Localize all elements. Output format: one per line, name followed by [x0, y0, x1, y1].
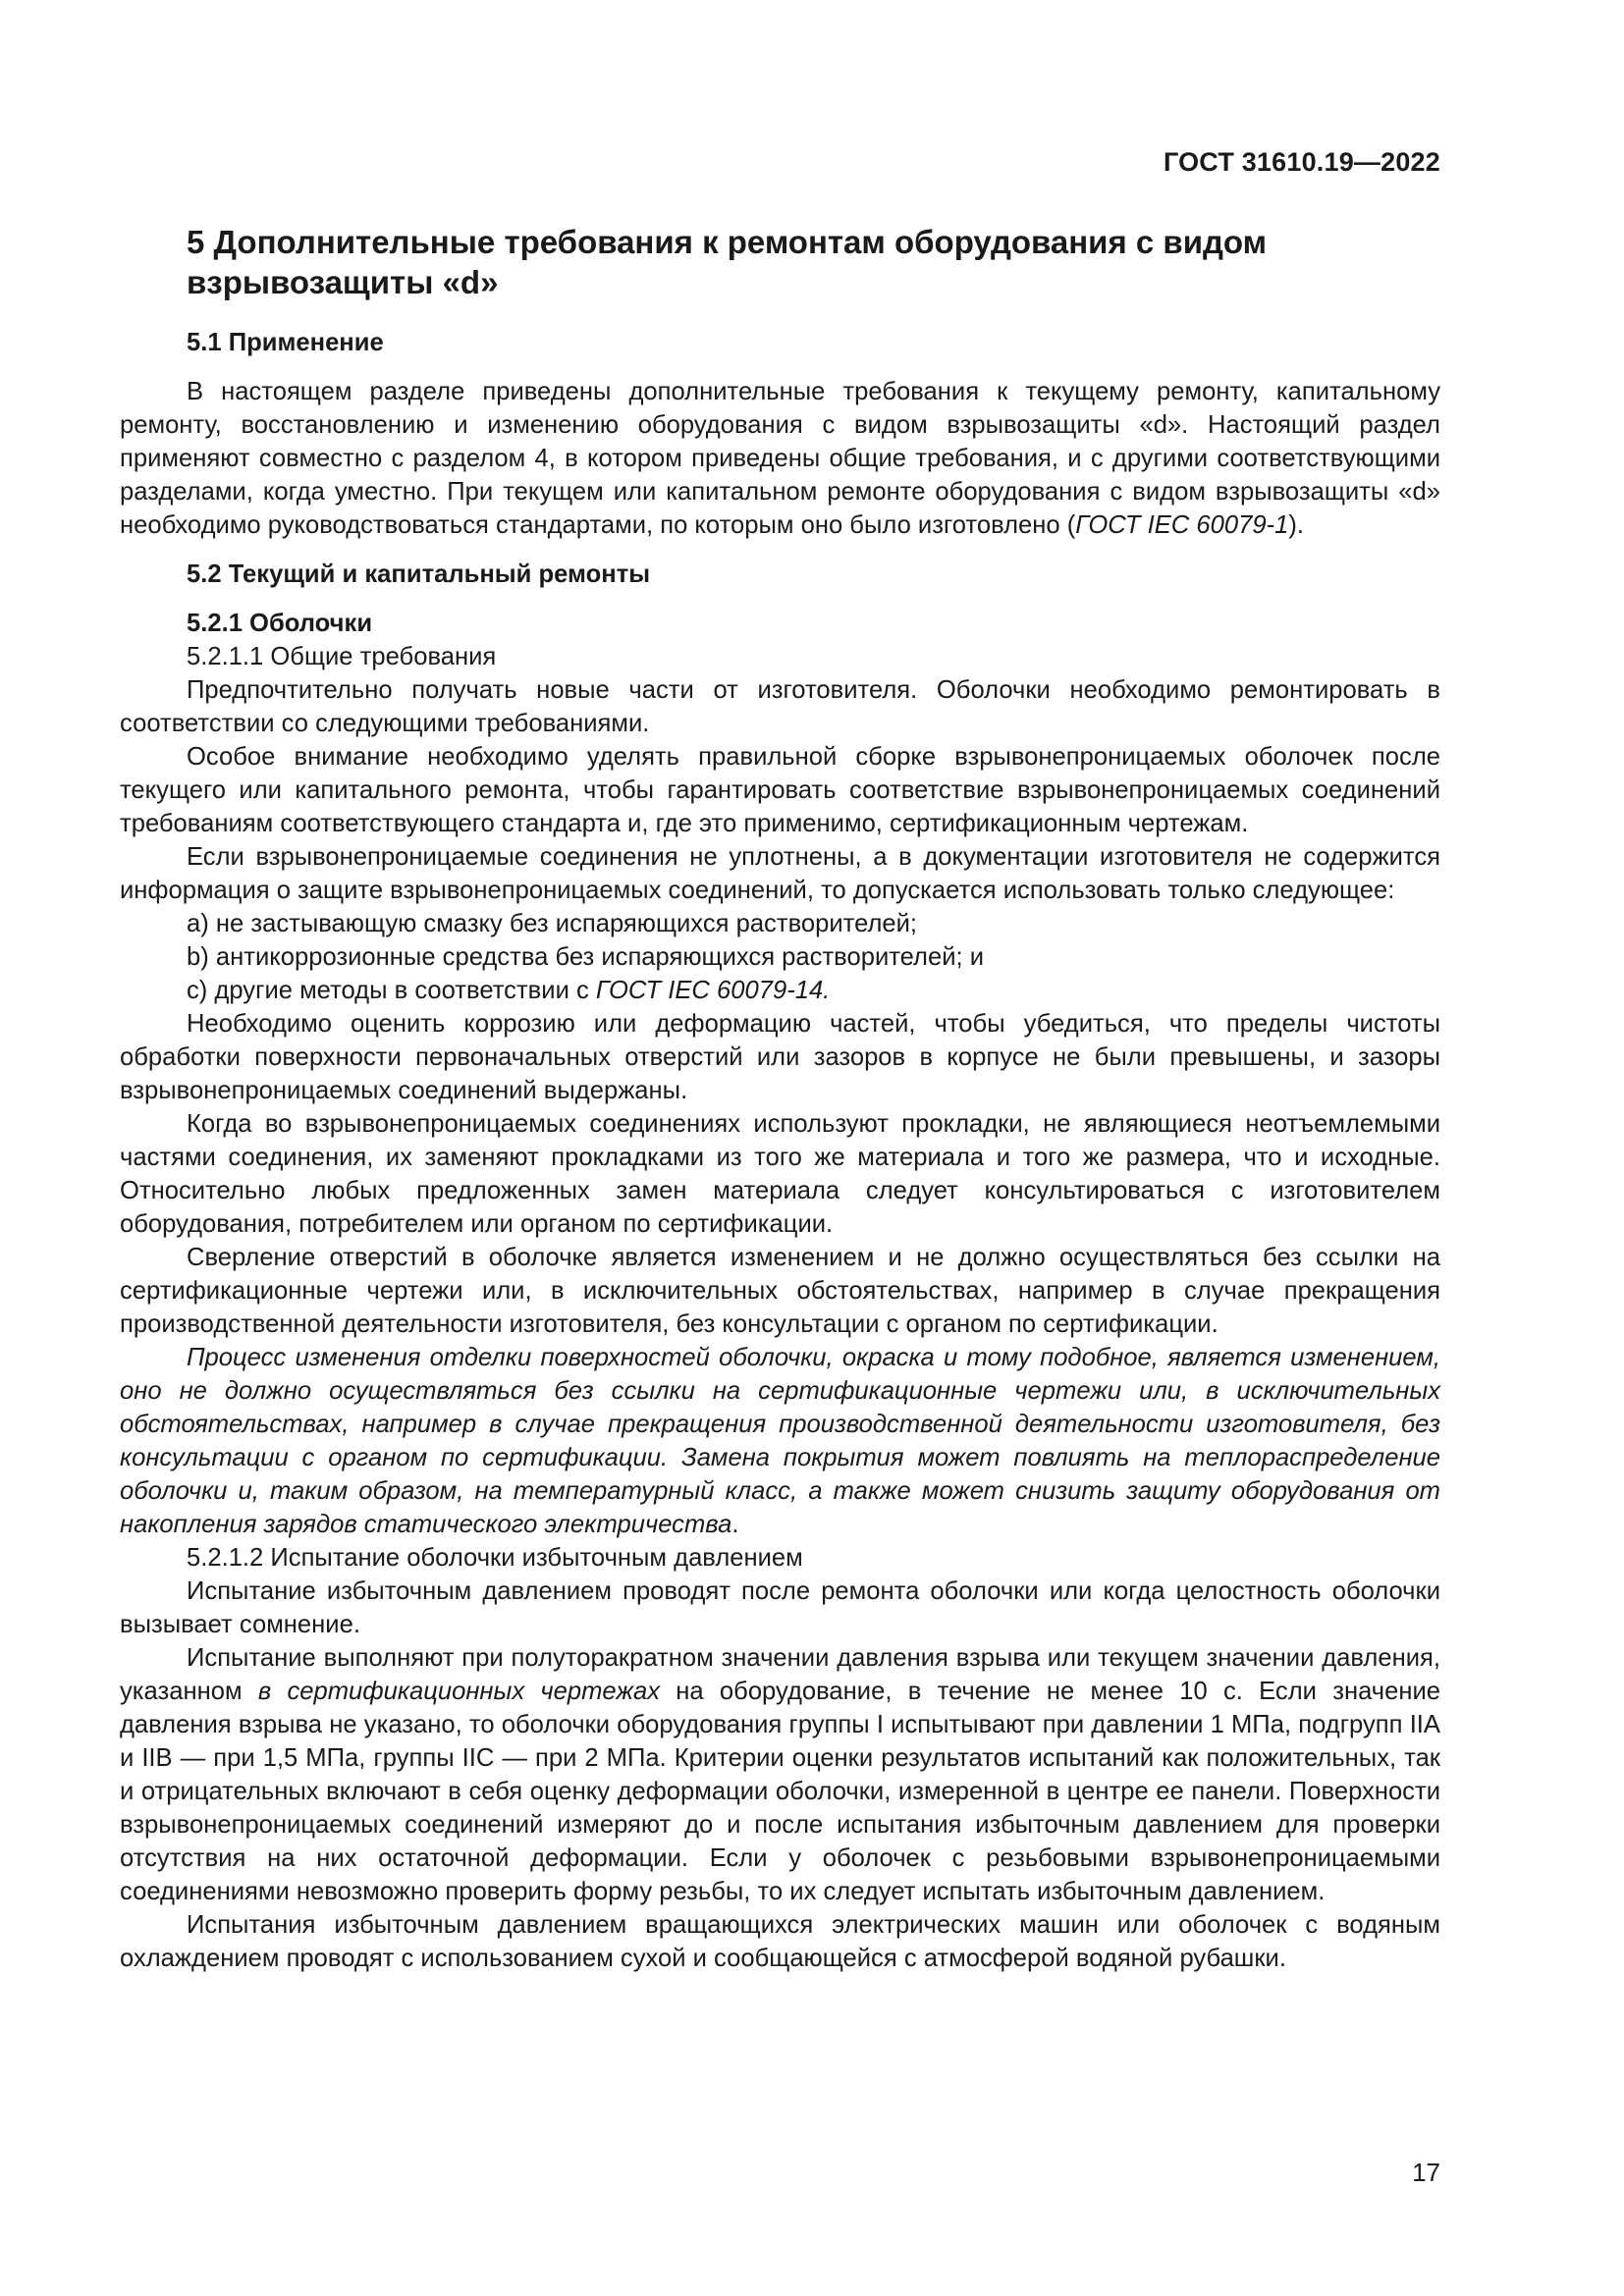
paragraph: Испытание избыточным давлением проводят после ремонта оболочки или когда целостность оболочки вызывает сомнение. [120, 1577, 1440, 1638]
paragraph: Предпочтительно получать новые части от изготовителя. Оболочки необходимо ремонтировать в соответствии со следующими требованиями. [120, 676, 1440, 737]
paragraph [120, 1641, 1440, 1908]
page-number: 17 [1412, 2158, 1440, 2187]
subsection-heading-5-2-1-2: 5.2.1.2 Испытание оболочки избыточным давлением [187, 1544, 803, 1572]
italic-paragraph [120, 1341, 1440, 1541]
italic-text: Процесс изменения отделки поверхностей оболочки, окраска и тому подобное, является изменением, оно не должно осуществляться без ссылки на сертификационные чертежи или, в исключительных обстоятельствах, например в случае прекращения производственной деятельности изготовителя, без консультации с органом по сертификации. Замена покрытия может повлиять на теплораспределение оболочки и, таким образом, на температурный класс, а также может снизить защиту оборудования от накопления зарядов статического электричества [120, 1344, 1440, 1538]
paragraph-text: Испытание выполняют при полуторакратном значении давления взрыва или текущем значении давления, указанном [120, 1644, 1440, 1705]
paragraph: Испытания избыточным давлением вращающихся электрических машин или оболочек с водяным охлаждением проводят с использованием сухой и сообщающейся с атмосферой водяной рубашки. [120, 1911, 1440, 1972]
paragraph: Необходимо оценить коррозию или деформацию частей, чтобы убедиться, что пределы чистоты обработки поверхности первоначальных отверстий или зазоров в корпусе не были превышены, и зазоры взрывонепроницаемых соединений выдержаны. [120, 1010, 1440, 1104]
section-title: 5 Дополнительные требования к ремонтам оборудования с видом взрывозащиты «d» [187, 224, 1268, 300]
list-item-text: c) другие методы в соответствии с [187, 977, 596, 1004]
list-item: a) не застывающую смазку без испаряющихся растворителей; [187, 910, 918, 937]
italic-text: в сертификационных чертежах [257, 1678, 661, 1705]
subsection-heading-5-2-1-1: 5.2.1.1 Общие требования [187, 643, 497, 670]
paragraph: Сверление отверстий в оболочке является изменением и не должно осуществляться без ссылки на сертификационные чертежи или, в исключительных обстоятельствах, например в случае прекращения производственной деятельности изготовителя, без консультации с органом по сертификации. [120, 1244, 1440, 1338]
standard-reference: ГОСТ IEC 60079-1 [1075, 511, 1289, 539]
paragraph: Когда во взрывонепроницаемых соединениях используют прокладки, не являющиеся неотъемлемыми частями соединения, их заменяют прокладками из того же материала и того же размера, что и исходные. Относительно любых предложенных замен материала следует консультироваться с изготовителем оборудования, потребителем или органом по сертификации. [120, 1110, 1440, 1238]
paragraph-text: на оборудование, в течение не менее 10 с. Если значение давления взрыва не указано, то оболочки оборудования группы I испытывают при давлении 1 МПа, подгрупп IIA и IIB — при 1,5 МПа, группы IIC — при 2 МПа. Критерии оценки результатов испытаний как положительных, так и отрицательных включают в себя оценку деформации оболочки, измеренной в центре ее панели. Поверхности взрывонепроницаемых соединений измеряют до и после испытания избыточным давлением для проверки отсутствия на них остаточной деформации. Если у оболочек с резьбовыми взрывонепроницаемыми соединениями невозможно проверить форму резьбы, то их следует испытать избыточным давлением. [120, 1678, 1440, 1905]
paragraph: Если взрывонепроницаемые соединения не уплотнены, а в документации изготовителя не содержится информация о защите взрывонепроницаемых соединений, то допускается использовать только следующее: [120, 843, 1440, 904]
subsection-heading-5-1: 5.1 Применение [187, 329, 384, 356]
subsection-heading-5-2: 5.2 Текущий и капитальный ремонты [187, 561, 651, 588]
paragraph-5-1 [120, 375, 1440, 542]
paragraph: Особое внимание необходимо уделять правильной сборке взрывонепроницаемых оболочек после текущего или капитального ремонта, чтобы гарантировать соответствие взрывонепроницаемых соединений требованиям соответствующего стандарта и, где это применимо, сертификационным чертежам. [120, 743, 1440, 837]
list-item [120, 974, 1440, 1007]
paragraph-text-end: ). [1288, 511, 1304, 539]
document-body [120, 326, 1440, 1975]
paragraph-text-end: . [731, 1511, 739, 1538]
subsection-heading-5-2-1: 5.2.1 Оболочки [187, 610, 373, 637]
list-item: b) антикоррозионные средства без испаряющихся растворителей; и [187, 943, 985, 971]
document-id: ГОСТ 31610.19—2022 [1163, 147, 1440, 177]
standard-reference: ГОСТ IEC 60079-14. [595, 977, 831, 1004]
paragraph-text: В настоящем разделе приведены дополнительные требования к текущему ремонту, капитальному ремонту, восстановлению и изменению оборудования с видом взрывозащиты «d». Настоящий раздел применяют совместно с разделом 4, в котором приведены общие требования, и с другими соответствующими разделами, когда уместно. При текущем или капитальном ремонте оборудования с видом взрывозащиты «d» необходимо руководствоваться стандартами, по которым оно было изготовлено ( [120, 378, 1440, 539]
